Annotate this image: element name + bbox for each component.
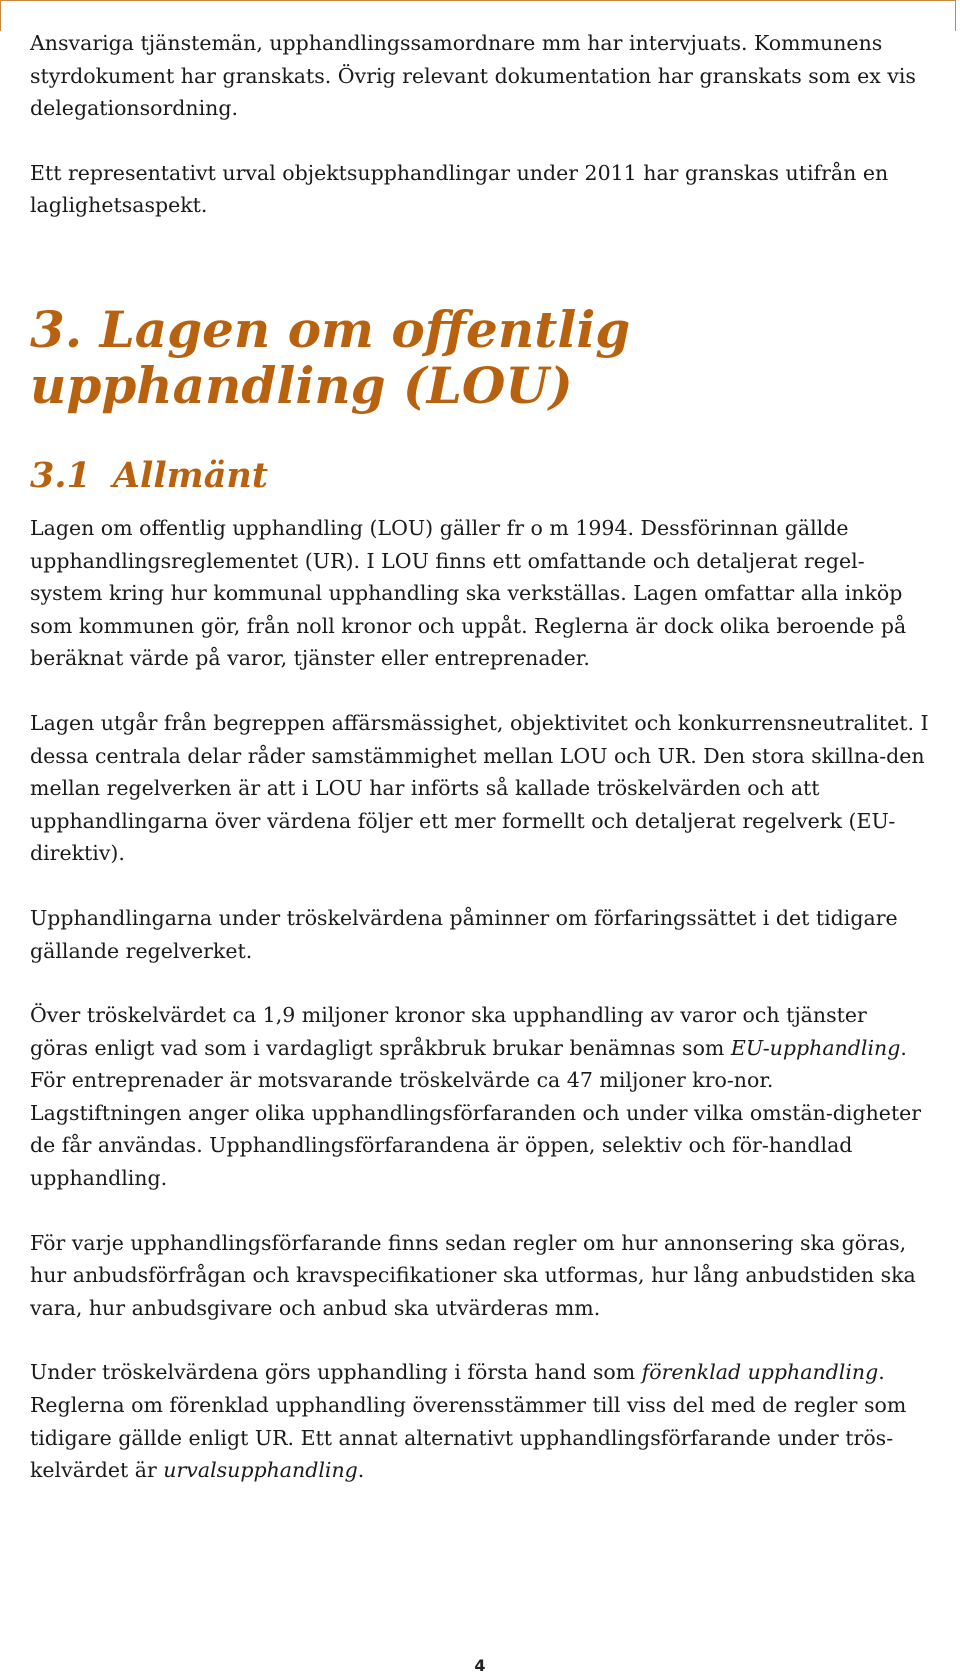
subsection-heading — [30, 454, 930, 498]
header-corner-left — [0, 0, 7, 31]
body-paragraph-4 — [30, 999, 930, 1195]
body-paragraph-2: Lagen utgår från begreppen affärsmässighet, objektivitet och konkurrensneutralitet. I dessa centrala delar råder samstämmighet mellan LOU och UR. Den stora skillna-den mellan regelverken är att i LOU har införts så kallade tröskelvärden och att upphandlingarna över värdena följer ett mer formellt och detaljerat regelverk (EU-direktiv). — [30, 710, 929, 866]
body-paragraph-1: Lagen om offentlig upphandling (LOU) gäller fr o m 1994. Dessförinnan gällde upphandlingsreglementet (UR). I LOU finns ett omfattande och detaljerat regel-system kring hur kommunal upphandling ska verkställas. Lagen omfattar alla inköp som kommunen gör, från noll kronor och uppåt. Reglerna är dock olika beroende på beräknat värde på varor, tjänster eller entreprenader. — [30, 515, 907, 671]
body-paragraph-5: För varje upphandlingsförfarande finns sedan regler om hur annonsering ska göras, hur anbudsförfrågan och kravspecifikationer ska utformas, hur lång anbudstiden ska vara, hur anbudsgivare och anbud ska utvärderas mm. — [30, 1230, 916, 1320]
subsection-title: Allmänt — [112, 454, 268, 496]
intro-paragraph-2: Ett representativt urval objektsupphandlingar under 2011 har granskas utifrån en laglighetsaspekt. — [30, 160, 889, 218]
body-paragraph-4-part-a: Över tröskelvärdet ca 1,9 miljoner kronor ska upphandling av varor och tjänster göras enligt vad som i vardagligt språkbruk brukar benämnas som — [30, 1003, 867, 1060]
section-heading: 3. Lagen om offentlig upphandling (LOU) — [30, 299, 631, 415]
page-content — [30, 27, 930, 1519]
subsection-number: 3.1 — [30, 454, 91, 496]
body-paragraph-6-part-c: . — [357, 1458, 365, 1483]
page-number: 4 — [474, 1656, 486, 1675]
body-paragraph-6-part-a: Under tröskelvärdena görs upphandling i första hand som — [30, 1360, 642, 1385]
body-paragraph-6-emphasis-1: förenklad upphandling — [641, 1360, 879, 1385]
intro-paragraph-1: Ansvariga tjänstemän, upphandlingssamordnare mm har intervjuats. Kommunens styrdokument har granskats. Övrig relevant dokumentation har granskats som ex vis delegationsordning. — [30, 31, 916, 121]
header-rule — [0, 0, 956, 1]
body-paragraph-3: Upphandlingarna under tröskelvärdena påminner om förfaringssättet i det tidigare gällande regelverket. — [30, 905, 898, 963]
header-corner-right — [949, 0, 956, 31]
body-paragraph-4-part-b: . För entreprenader är motsvarande tröskelvärde ca 47 miljoner kro-nor. Lagstiftningen anger olika upphandlingsförfaranden och under vilka omstän-digheter de får användas. Upphandlingsförfarandena är öppen, selektiv och för-handlad upphandling. — [30, 1035, 922, 1191]
body-paragraph-6-part-b: . Reglerna om förenklad upphandling överensstämmer till viss del med de regler som tidigare gällde enligt UR. Ett annat alternativt upphandlingsförfarande under trös-kelvärdet är — [30, 1360, 907, 1483]
body-paragraph-6-emphasis-2: urvalsupphandling — [163, 1458, 358, 1483]
body-paragraph-4-emphasis: EU-upphandling — [730, 1035, 901, 1060]
body-paragraph-6 — [30, 1356, 930, 1486]
